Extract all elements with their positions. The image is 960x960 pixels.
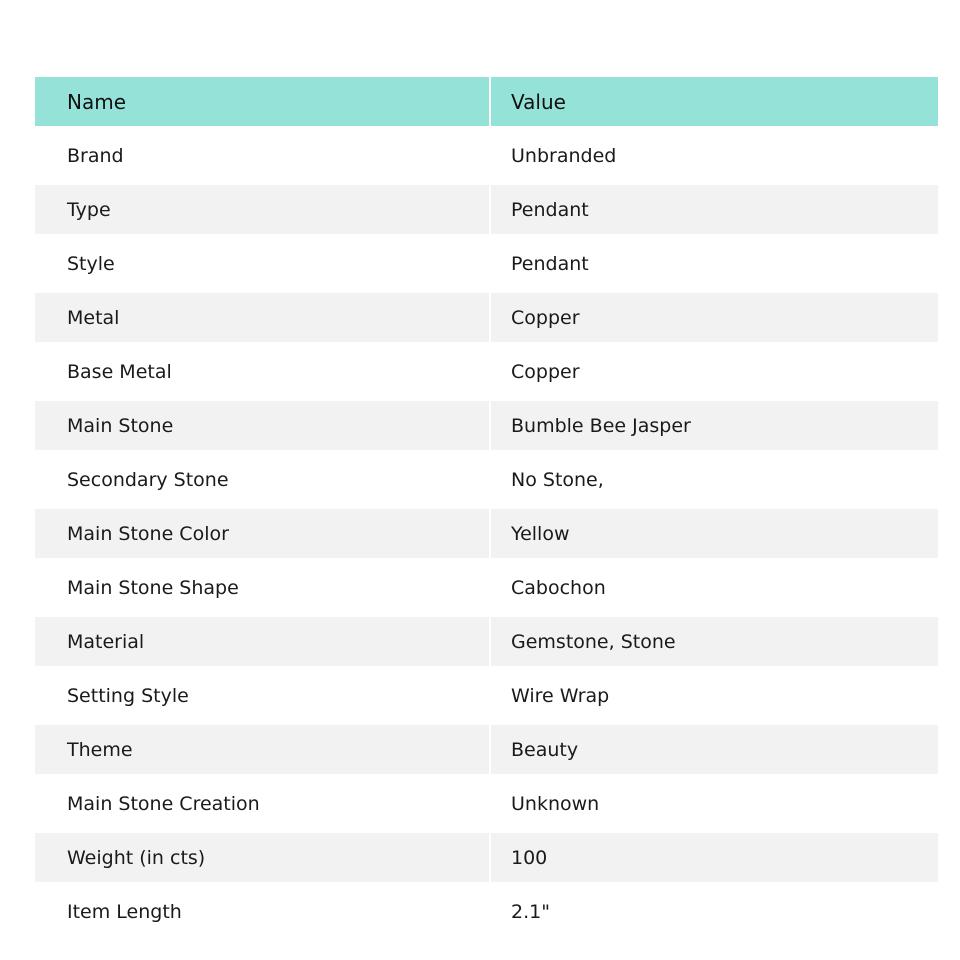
table-row [35,507,938,561]
row-value-cell: Pendant [490,237,938,291]
table-row [35,615,938,669]
row-name-cell: Base Metal [35,345,490,399]
row-name-cell: Secondary Stone [35,453,490,507]
table-row [35,561,938,615]
table-row [35,669,938,723]
row-value-cell: Yellow [490,507,938,561]
row-value-cell: Beauty [490,723,938,777]
row-value-cell: Unknown [490,777,938,831]
table-row [35,723,938,777]
row-value-cell: Bumble Bee Jasper [490,399,938,453]
row-name-cell: Brand [35,129,490,183]
column-header-value: Value [490,77,938,129]
item-specifics-table [35,77,938,936]
row-name-cell: Main Stone Color [35,507,490,561]
row-value-cell: Unbranded [490,129,938,183]
row-value-cell: Copper [490,345,938,399]
table-row [35,237,938,291]
table-row [35,291,938,345]
row-value-cell: Wire Wrap [490,669,938,723]
row-value-cell: Gemstone, Stone [490,615,938,669]
row-value-cell: 2.1" [490,885,938,937]
table-row [35,345,938,399]
row-name-cell: Material [35,615,490,669]
row-name-cell: Item Length [35,885,490,937]
row-value-cell: Copper [490,291,938,345]
row-name-cell: Theme [35,723,490,777]
table-header-row [35,77,938,129]
column-header-name: Name [35,77,490,129]
row-name-cell: Main Stone Creation [35,777,490,831]
row-name-cell: Style [35,237,490,291]
table-row [35,129,938,183]
row-value-cell: Cabochon [490,561,938,615]
table-row [35,831,938,885]
row-name-cell: Setting Style [35,669,490,723]
row-name-cell: Type [35,183,490,237]
row-value-cell: 100 [490,831,938,885]
row-name-cell: Weight (in cts) [35,831,490,885]
table-row [35,777,938,831]
table-row [35,183,938,237]
row-name-cell: Main Stone Shape [35,561,490,615]
table-row [35,399,938,453]
row-name-cell: Main Stone [35,399,490,453]
table-row [35,453,938,507]
table-row [35,885,938,937]
row-name-cell: Metal [35,291,490,345]
row-value-cell: No Stone, [490,453,938,507]
row-value-cell: Pendant [490,183,938,237]
